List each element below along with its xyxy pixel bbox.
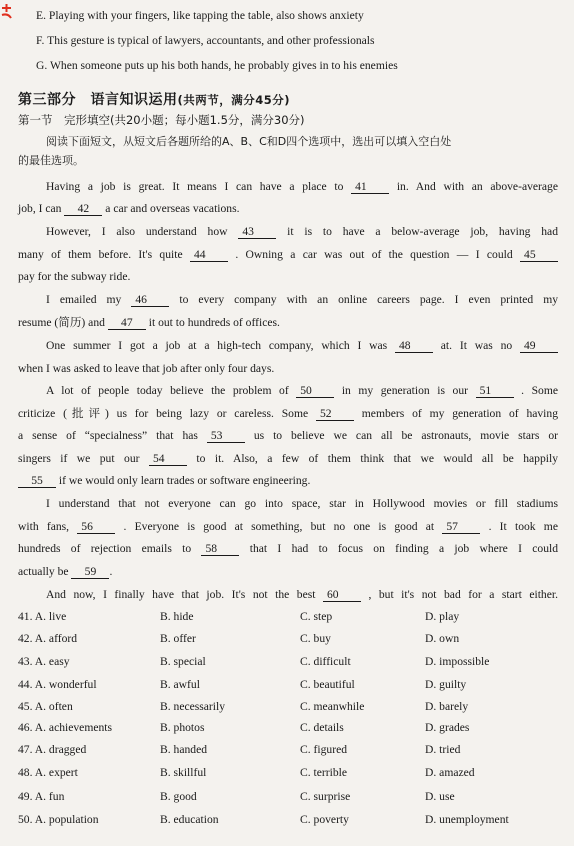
passage-line xyxy=(46,383,558,399)
instruction-line-2: 的最佳选项。 xyxy=(18,154,84,167)
passage-line: I understand that not everyone can go into space, star in Hollywood movies or fill stadiums xyxy=(46,497,558,510)
passage-line: when I was asked to leave that job after only four days. xyxy=(18,362,275,375)
blank-48: 48 xyxy=(395,339,433,353)
blank-50: 50 xyxy=(296,384,334,398)
blank-45: 45 xyxy=(520,248,558,262)
option-b: B. offer xyxy=(160,632,196,645)
option-c: C. terrible xyxy=(300,766,348,779)
passage-text: us to believe we can all be astronauts, movie stars or xyxy=(253,429,558,442)
option-g: G. When someone puts up his both hands, he probably gives in to his enemies xyxy=(36,59,398,72)
passage-text: Having a job is great. It means I can have a place to xyxy=(46,180,344,193)
option-e: E. Playing with your fingers, like tapping the table, also shows anxiety xyxy=(36,9,364,22)
option-d: D. own xyxy=(425,632,460,645)
option-b: B. necessarily xyxy=(160,700,226,713)
option-c: C. poverty xyxy=(300,813,349,826)
option-b: B. hide xyxy=(160,610,194,623)
option-c: C. difficult xyxy=(300,655,351,668)
passage-text: I emailed my xyxy=(46,293,122,306)
passage-text: with fans, xyxy=(18,520,70,533)
passage-line xyxy=(18,541,558,557)
passage-text: in my generation is our xyxy=(341,384,468,397)
passage-text: One summer I got a job at a high-tech company, which I was xyxy=(46,339,388,352)
passage-text: it is to have a below-average job, having had xyxy=(287,225,558,238)
passage-line xyxy=(46,338,558,354)
passage-line xyxy=(18,247,558,263)
blank-57: 57 xyxy=(442,520,480,534)
passage-line: pay for the subway ride. xyxy=(18,270,131,283)
option-a: 48. A. expert xyxy=(18,766,78,779)
section-title xyxy=(18,89,290,109)
option-row-43 xyxy=(18,655,558,675)
passage-line xyxy=(46,179,558,195)
option-d: D. play xyxy=(425,610,460,623)
passage-text: a car and overseas vacations. xyxy=(105,202,240,215)
passage-text: to it. Also, a few of them think that we would all be happily xyxy=(196,452,558,465)
passage-text: a sense of “specialness” that has xyxy=(18,429,198,442)
passage-text: . Owning a car was out of the question — I could xyxy=(235,248,513,261)
passage-text: resume (简历) and xyxy=(18,316,105,329)
passage-line xyxy=(18,564,558,580)
passage-line xyxy=(46,224,558,240)
blank-52: 52 xyxy=(316,407,354,421)
option-a: 43. A. easy xyxy=(18,655,70,668)
passage-line xyxy=(18,315,558,331)
passage-text: members of my generation of having xyxy=(361,407,558,420)
blank-42: 42 xyxy=(64,202,102,216)
passage-text: A lot of people today believe the problem of xyxy=(46,384,289,397)
blank-44: 44 xyxy=(190,248,228,262)
passage-text: if we would only learn trades or software engineering. xyxy=(58,474,311,487)
section-title-note: (共两节，满分45分) xyxy=(177,93,291,107)
option-b: B. photos xyxy=(160,721,205,734)
option-row-50 xyxy=(18,813,558,833)
passage-line xyxy=(46,587,558,603)
option-d: D. guilty xyxy=(425,678,467,691)
instruction-line-1: 阅读下面短文，从短文后各题所给的A、B、C和D四个选项中，选出可以填入空白处 xyxy=(46,135,452,148)
option-row-44 xyxy=(18,678,558,698)
option-b: B. skillful xyxy=(160,766,207,779)
passage-text: criticize (批评) us for being lazy or careless. Some xyxy=(18,407,309,420)
option-a: 46. A. achievements xyxy=(18,721,113,734)
passage-text: it out to hundreds of offices. xyxy=(148,316,280,329)
option-c: C. step xyxy=(300,610,333,623)
blank-43: 43 xyxy=(238,225,276,239)
passage-line xyxy=(18,201,558,217)
option-a: 41. A. live xyxy=(18,610,67,623)
passage-text: hundreds of rejection emails to xyxy=(18,542,192,555)
option-row-42 xyxy=(18,632,558,652)
passage-text: . xyxy=(109,565,113,578)
option-c: C. figured xyxy=(300,743,348,756)
option-d: D. amazed xyxy=(425,766,475,779)
passage-line xyxy=(18,519,558,535)
blank-47: 47 xyxy=(108,316,146,330)
passage-line xyxy=(46,292,558,308)
blank-53: 53 xyxy=(207,429,245,443)
option-c: C. details xyxy=(300,721,344,734)
corner-mark-icon xyxy=(0,0,14,24)
blank-46: 46 xyxy=(131,293,169,307)
option-row-48 xyxy=(18,766,558,786)
option-d: D. grades xyxy=(425,721,470,734)
passage-text: And now, I finally have that job. It's not the best xyxy=(46,588,316,601)
blank-41: 41 xyxy=(351,180,389,194)
passage-text: However, I also understand how xyxy=(46,225,228,238)
passage-text: that I had to focus on finding a job where I could xyxy=(249,542,558,555)
option-c: C. beautiful xyxy=(300,678,355,691)
option-d: D. impossible xyxy=(425,655,490,668)
option-b: B. good xyxy=(160,790,197,803)
option-a: 42. A. afford xyxy=(18,632,78,645)
option-row-45 xyxy=(18,700,558,720)
option-d: D. barely xyxy=(425,700,469,713)
passage-line xyxy=(18,406,558,422)
passage-text: . Some xyxy=(521,384,558,397)
blank-58: 58 xyxy=(201,542,239,556)
passage-line xyxy=(18,451,558,467)
option-d: D. unemployment xyxy=(425,813,509,826)
passage-text: at. It was no xyxy=(440,339,513,352)
passage-text: . Everyone is good at something, but no one is good at xyxy=(123,520,435,533)
option-d: D. use xyxy=(425,790,455,803)
option-a: 44. A. wonderful xyxy=(18,678,97,691)
option-row-46 xyxy=(18,721,558,741)
section-subtitle: 第一节 完形填空(共20小题；每小题1.5分，满分30分) xyxy=(18,113,305,127)
blank-49: 49 xyxy=(520,339,558,353)
passage-text: in. And with an above-average xyxy=(396,180,558,193)
passage-text: singers if we put our xyxy=(18,452,140,465)
passage-text: many of them before. It's quite xyxy=(18,248,183,261)
option-a: 45. A. often xyxy=(18,700,73,713)
option-d: D. tried xyxy=(425,743,461,756)
option-row-47 xyxy=(18,743,558,763)
blank-55: 55 xyxy=(18,474,56,488)
option-b: B. special xyxy=(160,655,206,668)
blank-59: 59 xyxy=(71,565,109,579)
blank-51: 51 xyxy=(476,384,514,398)
passage-text: . It took me xyxy=(488,520,558,533)
passage-text: job, I can xyxy=(18,202,62,215)
passage-line xyxy=(18,473,558,489)
passage-text: actually be xyxy=(18,565,69,578)
option-row-49 xyxy=(18,790,558,810)
option-row-41 xyxy=(18,610,558,630)
section-title-text: 第三部分 语言知识运用 xyxy=(18,92,178,108)
blank-56: 56 xyxy=(77,520,115,534)
blank-54: 54 xyxy=(149,452,187,466)
option-c: C. buy xyxy=(300,632,331,645)
option-f: F. This gesture is typical of lawyers, accountants, and other professionals xyxy=(36,34,375,47)
option-a: 49. A. fun xyxy=(18,790,65,803)
option-b: B. awful xyxy=(160,678,200,691)
passage-text: to every company with an online careers page. I even printed my xyxy=(179,293,558,306)
option-c: C. meanwhile xyxy=(300,700,365,713)
option-a: 47. A. dragged xyxy=(18,743,87,756)
blank-60: 60 xyxy=(323,588,361,602)
option-b: B. handed xyxy=(160,743,208,756)
passage-text: , but it's not bad for a start either. xyxy=(368,588,558,601)
option-a: 50. A. population xyxy=(18,813,99,826)
option-b: B. education xyxy=(160,813,219,826)
passage-line xyxy=(18,428,558,444)
option-c: C. surprise xyxy=(300,790,351,803)
